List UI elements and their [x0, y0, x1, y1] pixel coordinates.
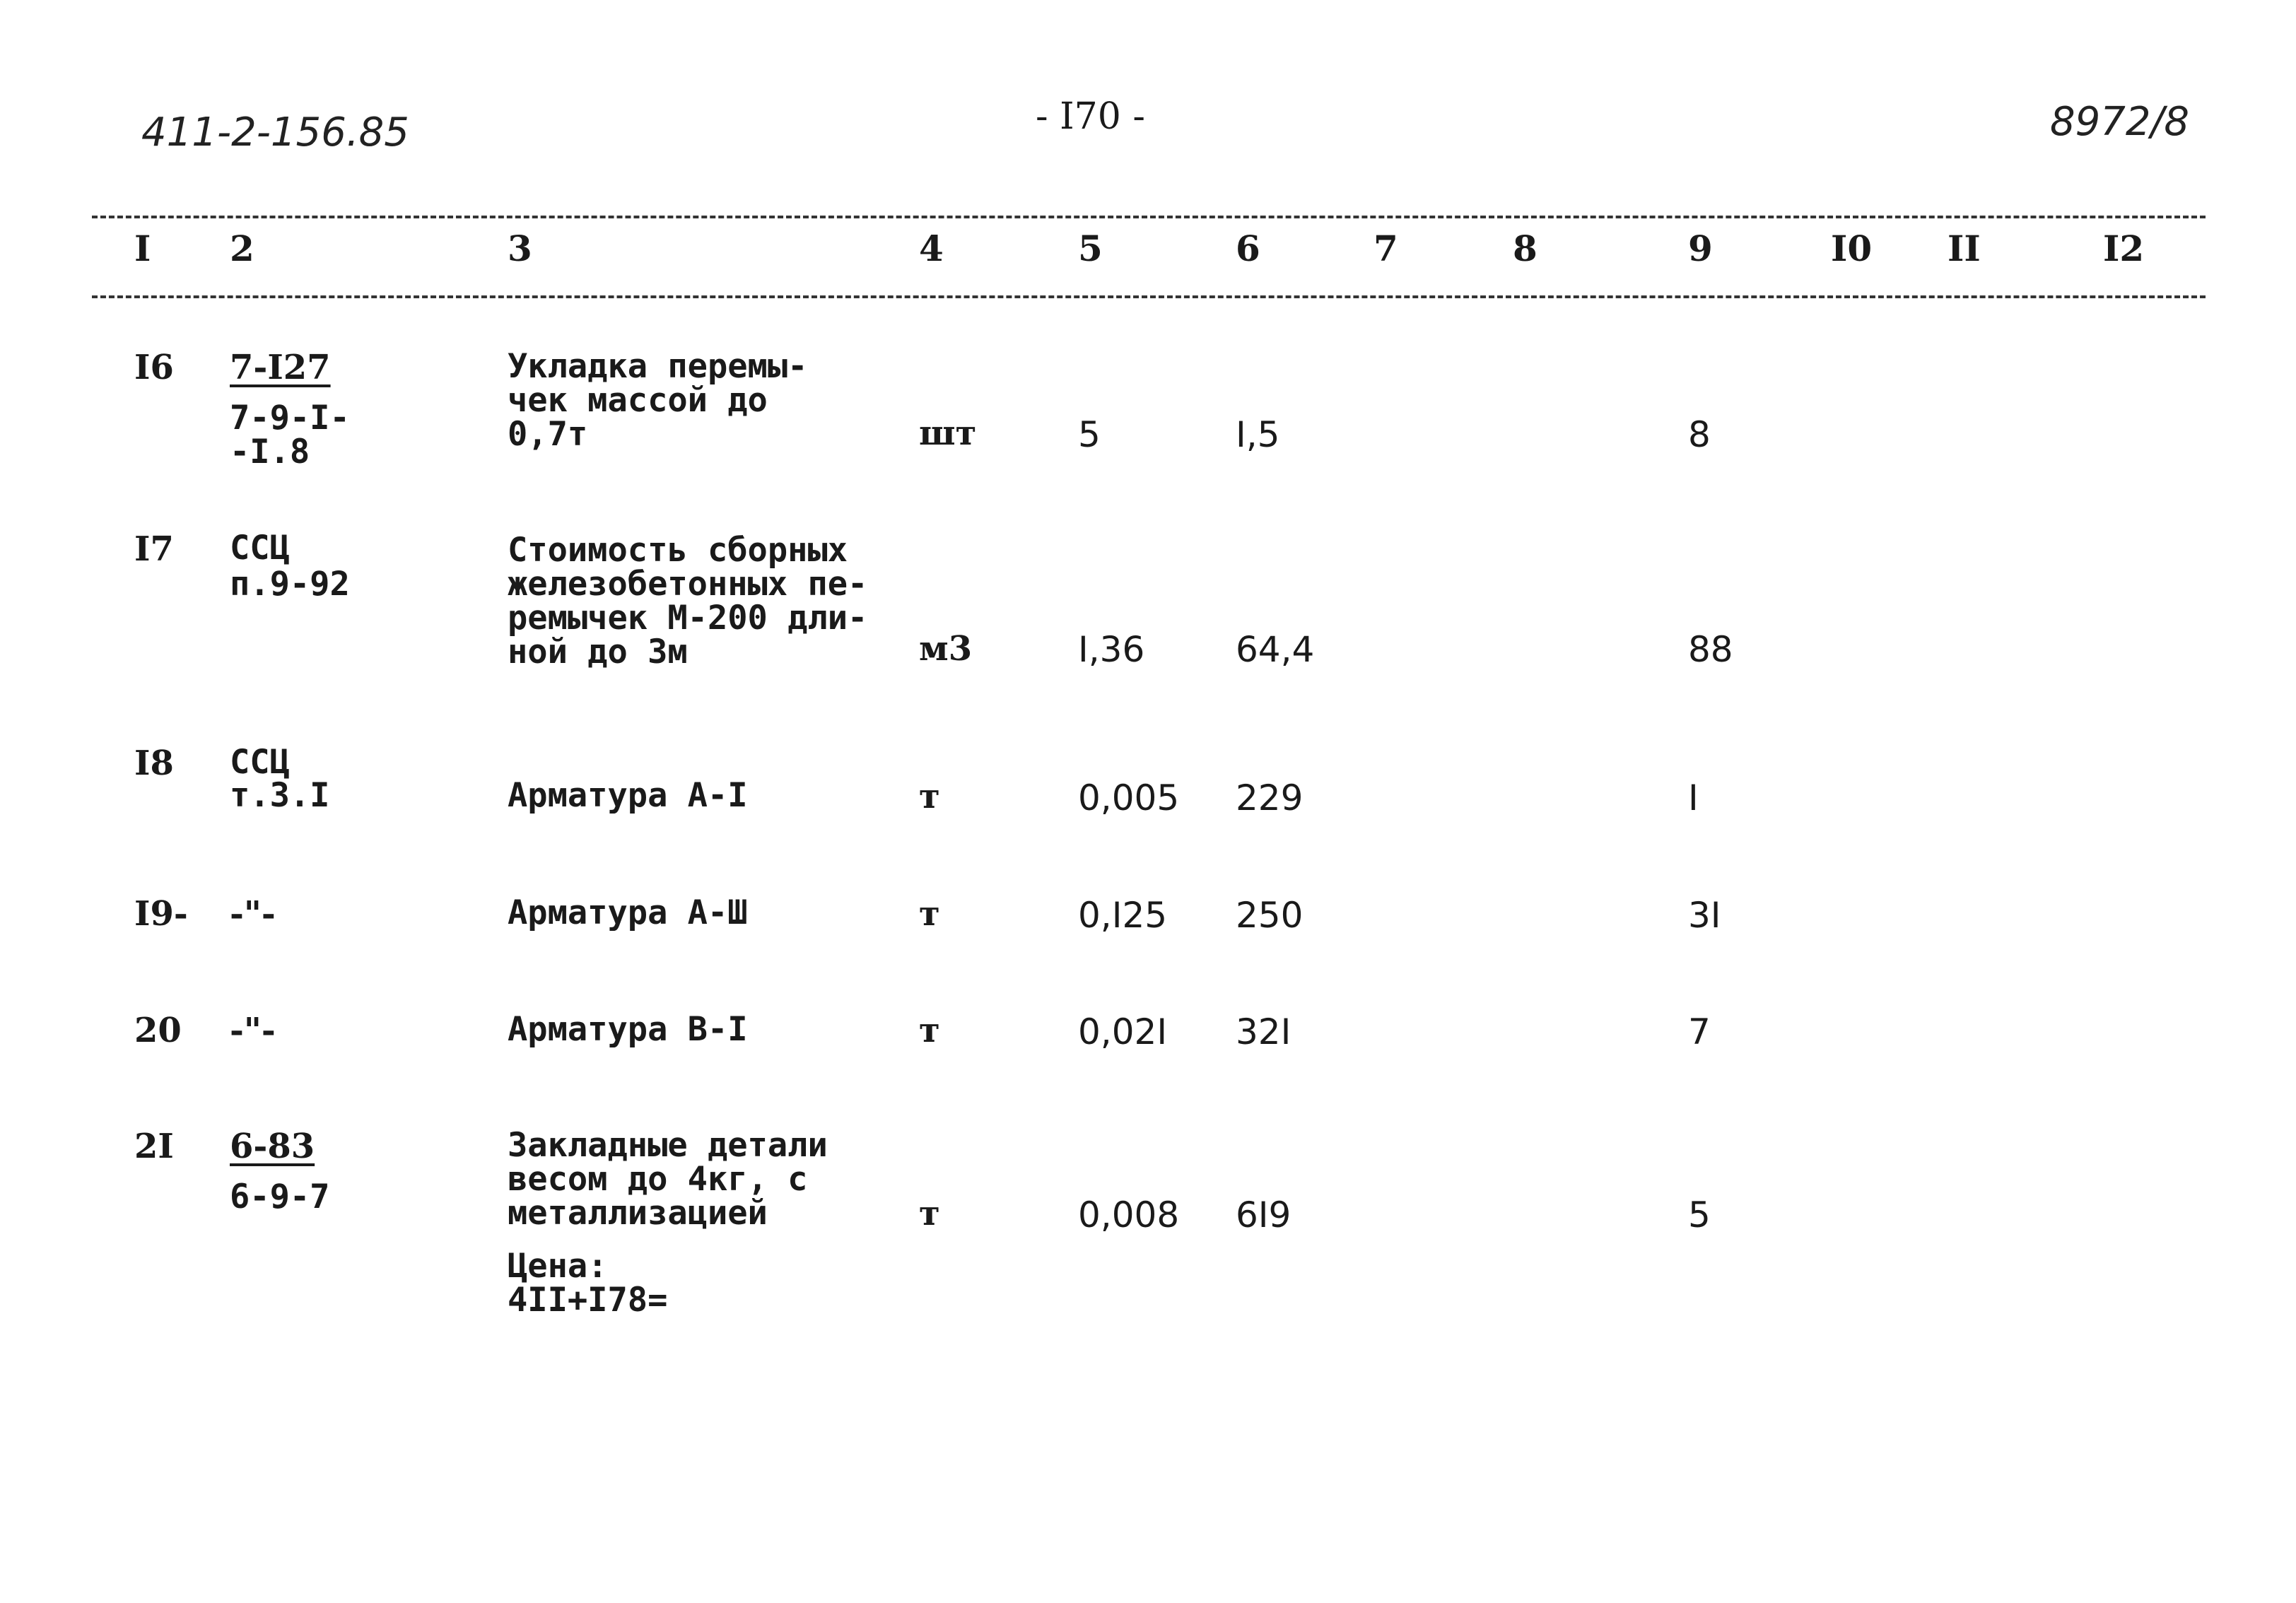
col-header-6: 6 — [1236, 228, 1260, 269]
col-header-11: II — [1948, 228, 1981, 269]
header-top-rule — [92, 216, 2206, 218]
row-ref-top: 7-I27 — [230, 348, 331, 387]
row-unit: т — [919, 777, 940, 816]
row-total: 7 — [1688, 1011, 1711, 1052]
col-header-3: 3 — [508, 228, 532, 269]
row-price: I,5 — [1236, 414, 1280, 455]
row-number: I8 — [134, 744, 174, 783]
row-number: 2I — [134, 1127, 174, 1166]
row-description: Арматура А-Ш — [508, 893, 748, 932]
row-ref-bottom: п.9-92 — [230, 565, 350, 604]
row-quantity: I,36 — [1078, 629, 1145, 670]
row-total: 8 — [1688, 414, 1711, 455]
row-total: 88 — [1688, 629, 1733, 670]
row-ref-top: -"- — [230, 894, 276, 934]
row-unit: т — [919, 894, 940, 934]
sheet-reference: 8972/8 — [2050, 99, 2190, 145]
row-number: 20 — [134, 1011, 182, 1050]
row-price: 229 — [1236, 777, 1304, 818]
row-description: Арматура А-I — [508, 776, 748, 815]
row-number: I7 — [134, 529, 174, 569]
row-quantity: 0,I25 — [1078, 895, 1168, 936]
row-ref-top: -"- — [230, 1011, 276, 1050]
col-header-5: 5 — [1078, 228, 1103, 269]
col-header-4: 4 — [919, 228, 944, 269]
row-unit: шт — [919, 413, 977, 453]
row-description: Закладные детали весом до 4кг, с металлизацией — [508, 1126, 828, 1233]
row-ref-bottom: т.3.I — [230, 776, 330, 815]
row-number: I9- — [134, 894, 188, 934]
row-price: 32I — [1236, 1011, 1292, 1052]
document-code: 411-2-156.85 — [141, 110, 409, 155]
col-header-8: 8 — [1513, 228, 1538, 269]
row-unit: м3 — [919, 629, 973, 669]
row-unit: т — [919, 1194, 940, 1233]
page-number: - I70 - — [1036, 95, 1145, 138]
row-quantity: 0,008 — [1078, 1194, 1180, 1235]
col-header-10: I0 — [1831, 228, 1873, 269]
col-header-9: 9 — [1688, 228, 1713, 269]
row-description: Укладка перемы- чек массой до 0,7т — [508, 347, 808, 454]
row-ref-bottom: 7-9-I- -I.8 — [230, 399, 350, 471]
price-note: Цена: 4II+I78= — [508, 1247, 668, 1320]
row-ref-top: 6-83 — [230, 1127, 315, 1166]
header-bottom-rule — [92, 295, 2206, 298]
row-ref-top: ССЦ — [230, 529, 290, 568]
row-price: 64,4 — [1236, 629, 1315, 670]
row-description: Стоимость сборных железобетонных пе- ремычек М-200 дли- ной до 3м — [508, 531, 868, 671]
row-description: Арматура В-I — [508, 1010, 748, 1049]
row-quantity: 0,005 — [1078, 777, 1180, 818]
row-quantity: 5 — [1078, 414, 1101, 455]
row-number: I6 — [134, 348, 174, 387]
row-quantity: 0,02I — [1078, 1011, 1168, 1052]
row-ref-top: ССЦ — [230, 743, 290, 782]
col-header-1: I — [134, 228, 151, 269]
row-total: I — [1688, 777, 1699, 818]
row-total: 3I — [1688, 895, 1721, 936]
row-unit: т — [919, 1011, 940, 1050]
col-header-7: 7 — [1374, 228, 1398, 269]
row-ref-bottom: 6-9-7 — [230, 1178, 330, 1216]
row-price: 6I9 — [1236, 1194, 1292, 1235]
col-header-2: 2 — [230, 228, 254, 269]
col-header-12: I2 — [2103, 228, 2145, 269]
row-total: 5 — [1688, 1194, 1711, 1235]
row-price: 250 — [1236, 895, 1304, 936]
